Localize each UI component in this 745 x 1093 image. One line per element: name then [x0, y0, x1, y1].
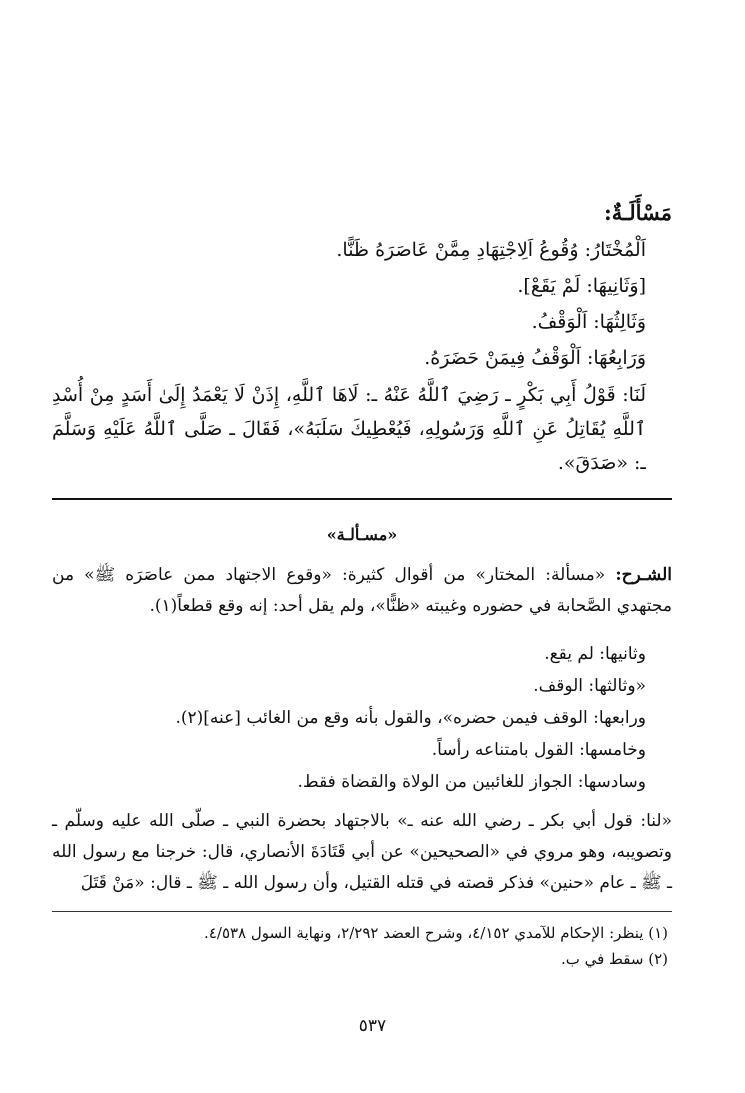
- footnotes: [52, 920, 672, 972]
- footnote-divider: [52, 911, 672, 912]
- footnote-2: (٢) سقط في ب.: [560, 950, 668, 968]
- spacer: [52, 630, 672, 638]
- matn-line-chosen-view: اَلْمُخْتَارُ: وُقُوعُ اَلِاجْتِهَادِ مِمَّنْ عَاصَرَهُ ظَنًّا.: [336, 239, 646, 261]
- matn-section: [52, 196, 672, 480]
- section-divider: [52, 498, 672, 500]
- sharh-section: [52, 522, 672, 899]
- matn-line-second-view: [وَثَانِيهَا: لَمْ يَقَعْ].: [517, 275, 646, 297]
- page-number: ٥٣٧: [358, 1016, 387, 1036]
- sharh-lead-label: الشـرح:: [615, 565, 672, 585]
- footnote-1: (١) ينظر: الإحكام للآمدي ٤/١٥٢، وشرح العضد ٢/٢٩٢، ونهاية السول ٤/٥٣٨.: [204, 924, 668, 942]
- spacer: [52, 798, 672, 806]
- matn-heading: مَسْأَلَـةٌ:: [604, 200, 672, 225]
- sharh-title: «مسـألـة»: [326, 525, 398, 544]
- matn-line-fourth-view: وَرَابِعُهَا: اَلْوَقْفُ فِيمَنْ حَضَرَهُ.: [424, 347, 646, 369]
- matn-line-third-view: وَثَالِثُهَا: اَلْوَقْفُ.: [531, 311, 646, 333]
- page-body: [52, 196, 672, 972]
- sharh-evidence-paragraph: «لنا: قول أبي بكر ـ رضي الله عنه ـ» بالاجتهاد بحضرة النبي ـ صلّى الله عليه وسلّم ـ وتصويبه، وهو مروي في «الصحيحين» عن أبي قَتَادَةَ الأنصاري، قال: خرجنا مع رسول الله ـ ﷺ ـ عام «حنين» فذكر قصته في قتله القتيل، وأن رسول الله ـ ﷺ ـ قال: «مَنْ قَتَلَ: [52, 811, 672, 893]
- sharh-intro-text: «مسألة: المختار» من أقوال كثيرة: «وقوع الاجتهاد ممن عاصَرَه ﷺ» من مجتهدي الصَّحابة في حضوره وغيبته «ظنًّا»، ولم يقل أحد: إنه وقع قطعاً(١).: [52, 565, 672, 616]
- matn-evidence: لَنَا: قَوْلُ أَبِي بَكْرٍ ـ رَضِيَ ٱللَّهُ عَنْهُ ـ: لَاهَا ٱللَّهِ، إِذَنْ لَا يَعْمَدُ إِلَىٰ أَسَدٍ مِنْ أُسْدِ ٱللَّهِ يُقَاتِلُ عَنِ ٱللَّهِ وَرَسُولِهِ، فَيُعْطِيكَ سَلَبَهُ»، فَقَالَ ـ صَلَّى ٱللَّهُ عَلَيْهِ وَسَلَّمَ ـ: «صَدَقَ».: [52, 384, 646, 474]
- sharh-line-second: وثانيها: لم يقع.: [544, 644, 646, 664]
- sharh-line-sixth: وسادسها: الجواز للغائبين من الولاة والقضاة فقط.: [297, 772, 646, 792]
- sharh-line-third: «وثالثها: الوقف.: [533, 676, 646, 696]
- sharh-intro-paragraph: [52, 560, 672, 622]
- sharh-line-fourth: ورابعها: الوقف فيمن حضره»، والقول بأنه وقع من الغائب [عنه](٢).: [175, 708, 646, 728]
- sharh-line-fifth: وخامسها: القول بامتناعه رأساً.: [431, 740, 646, 760]
